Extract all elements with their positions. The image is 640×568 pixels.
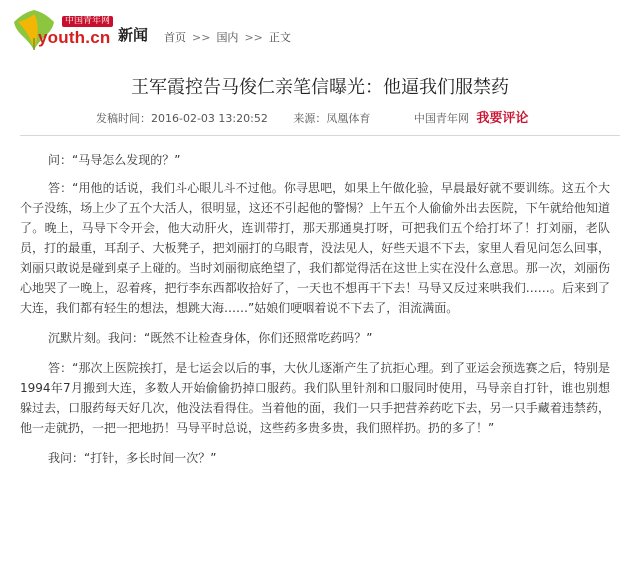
article-paragraph: 我问：“打针，多长时间一次？” xyxy=(48,451,217,465)
article-paragraph: 答：“用他的话说，我们斗心眼儿斗不过他。你寻思吧，如果上午做化验，早晨最好就不要训练。这五个大个子没练，场上少了五个大活人，很明显，这还不引起他的警惕？上午五个人偷偷外出去医院，下午就给他知道了。晚上，马导下令开会，他大动肝火，连训带打，那天那通臭打呀，可把我们五个给打坏了！打刘丽，老队员，打的最重，耳刮子、大板凳子，把刘丽打的乌眼青，没法见人，好些天退不下去，家里人看见问怎么回事，刘丽只敢说是碰到桌子上碰的。当时刘丽彻底绝望了，我们都觉得活在这世上实在没什么意思。那一次，刘丽伤心地哭了一晚上，忍着疼，把行李东西都收拾好了，一天也不想再干下去！马导又反过来哄我们……。后来到了大连，我们都有轻生的想法，想跳大海……”姑娘们哽咽着说不下去了，泪流满面。 xyxy=(20,181,610,315)
breadcrumb-current: 正文 xyxy=(268,31,291,44)
breadcrumb-separator: >> xyxy=(192,31,211,44)
logo-brand-text: youth.cn xyxy=(38,28,111,47)
meta-divider xyxy=(20,135,620,136)
comment-link[interactable]: 我要评论 xyxy=(476,111,529,126)
article-body xyxy=(20,150,610,468)
article-paragraph: 答：“那次上医院挨打，是七运会以后的事，大伙儿逐渐产生了抗拒心理。到了亚运会预选赛之后，特别是1994年7月搬到大连，多数人开始偷偷扔掉口服药。我们队里针剂和口服同时使用，马导亲自打针，谁也别想躲过去，口服药每天好几次，他没法看得住。当着他的面，我们一只手把营养药吃下去，另一只手藏着违禁药，他一走就扔，一把一把地扔！马导平时总说，这些药多贵多贵，我们照样扔。扔的多了！” xyxy=(20,361,610,435)
article-meta xyxy=(96,112,616,126)
article-paragraph: 问：“马导怎么发现的？” xyxy=(48,153,181,167)
section-title[interactable]: 新闻 xyxy=(118,26,149,44)
article-paragraph: 沉默片刻。我问：“既然不让检查身体，你们还照常吃药吗？” xyxy=(48,331,373,345)
breadcrumb-home-link[interactable]: 首页 xyxy=(164,31,186,44)
source-label: 来源： xyxy=(293,112,327,125)
site-header xyxy=(0,0,640,62)
breadcrumb xyxy=(164,31,291,45)
source-name: 凤凰体育 xyxy=(326,112,371,125)
site-logo[interactable] xyxy=(10,6,114,54)
published-time: 2016-02-03 13:20:52 xyxy=(151,112,268,125)
article-title: 王军霞控告马俊仁亲笔信曝光：他逼我们服禁药 xyxy=(131,77,509,98)
breadcrumb-separator: >> xyxy=(244,31,263,44)
publisher-name: 中国青年网 xyxy=(413,112,469,125)
breadcrumb-domestic-link[interactable]: 国内 xyxy=(216,31,239,44)
published-label: 发稿时间： xyxy=(96,112,151,125)
logo-badge-text: 中国青年网 xyxy=(62,16,113,27)
